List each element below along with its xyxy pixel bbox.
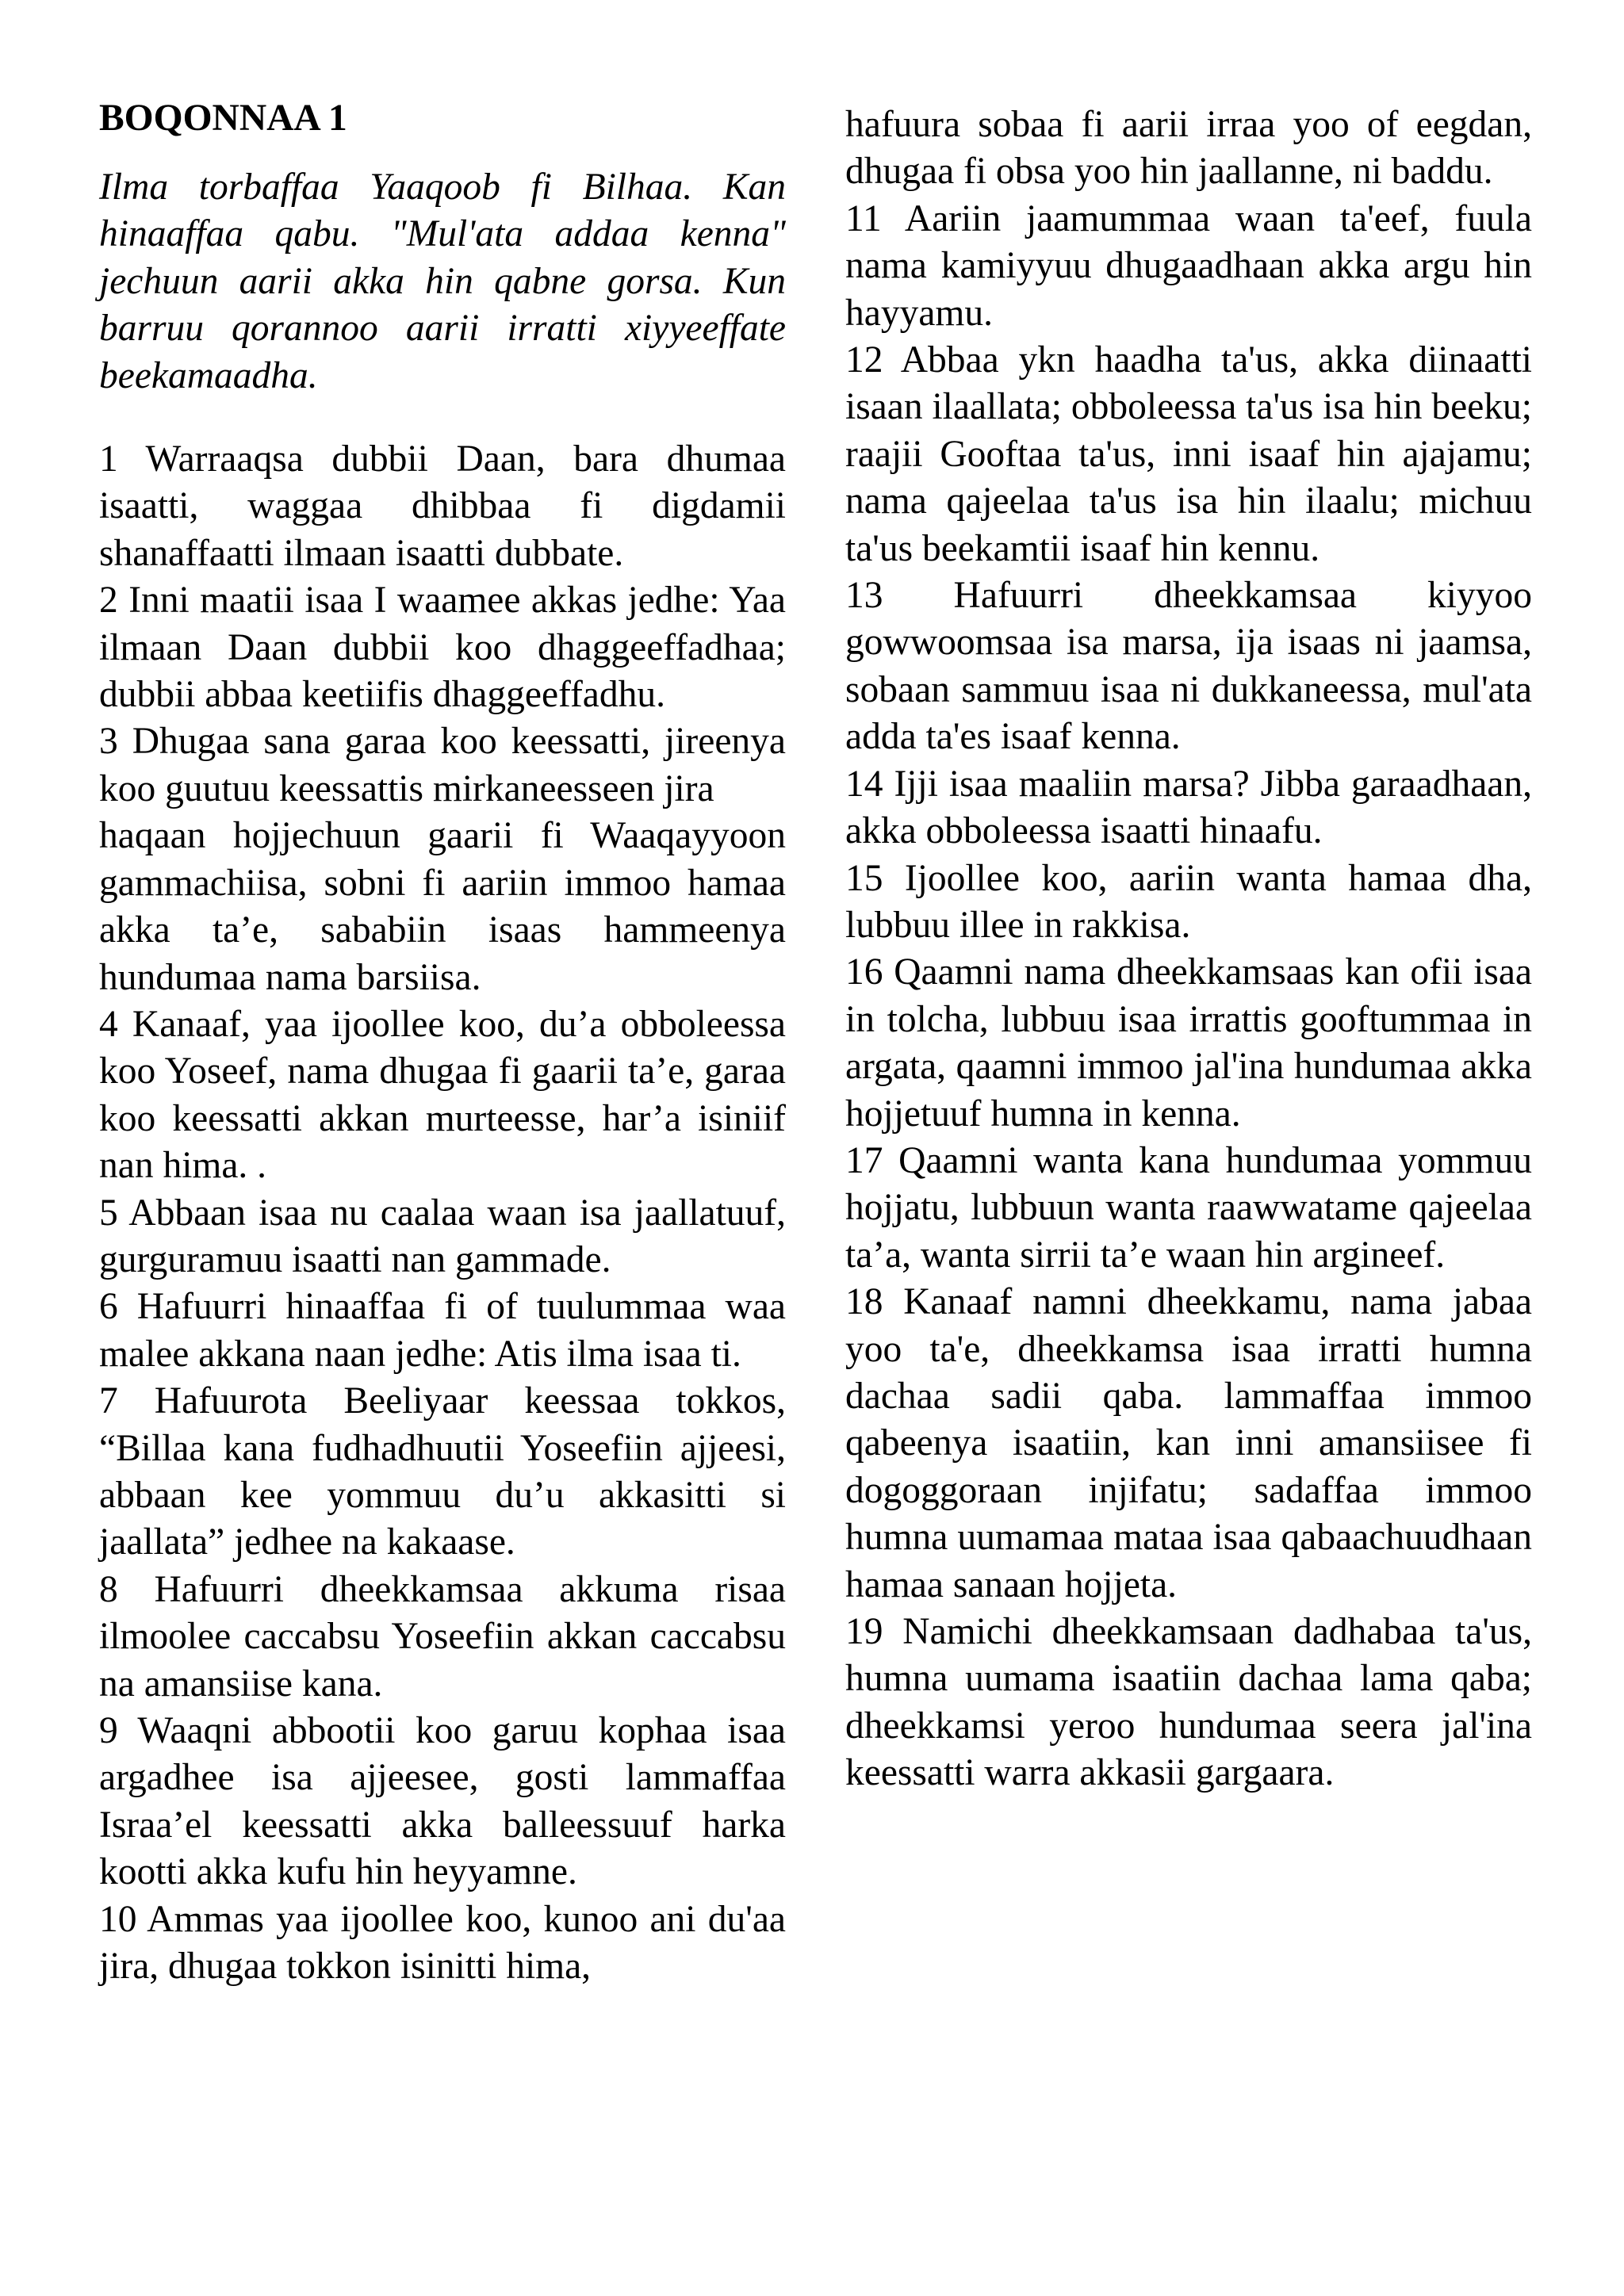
verse-paragraph: 5 Abbaan isaa nu caalaa waan isa jaallatuuf, gurguramuu isaatti nan gammade. bbox=[99, 1192, 786, 1280]
verse-paragraph: 6 Hafuurri hinaaffaa fi of tuulummaa waa malee akkana naan jedhe: Atis ilma isaa ti. bbox=[99, 1286, 786, 1375]
verse-paragraph: 17 Qaamni wanta kana hundumaa yommuu hojjatu, lubbuun wanta raawwatame qajeelaa ta’a, wanta sirrii ta’e waan hin argineef. bbox=[845, 1139, 1532, 1276]
verse-paragraph: 3 Dhugaa sana garaa koo keessatti, jireenya koo guutuu keessattis mirkaneesseen jira bbox=[99, 721, 786, 809]
verse-paragraph: 16 Qaamni nama dheekkamsaas kan ofii isaa in tolcha, lubbuu isaa irrattis gooftummaa in argata, qaamni immoo jal'ina hundumaa akka hojjetuuf humna in kenna. bbox=[845, 951, 1532, 1135]
left-column bbox=[99, 95, 786, 1990]
verse-paragraph: 14 Ijji isaa maaliin marsa? Jibba garaadhaan, akka obboleessa isaatti hinaafu. bbox=[845, 763, 1532, 852]
verse-paragraph: 1 Warraaqsa dubbii Daan, bara dhumaa isaatti, waggaa dhibbaa fi digdamii shanaffaatti ilmaan isaatti dubbate. bbox=[99, 438, 786, 574]
verse-paragraph: 15 Ijoollee koo, aariin wanta hamaa dha, lubbuu illee in rakkisa. bbox=[845, 857, 1532, 946]
chapter-intro: Ilma torbaffaa Yaaqoob fi Bilhaa. Kan hinaaffaa qabu. "Mul'ata addaa kenna" jechuun aarii akka hin qabne gorsa. Kun barruu qorannoo aarii irratti xiyyeeffate beekamaadha. bbox=[99, 166, 786, 396]
verse-paragraph: 9 Waaqni abbootii koo garuu kophaa isaa argadhee isa ajjeesee, gosti lammaffaa Israa’el keessatti akka balleessuuf harka kootti akka kufu hin heyyamne. bbox=[99, 1710, 786, 1893]
verse-paragraph: 2 Inni maatii isaa I waamee akkas jedhe: Yaa ilmaan Daan dubbii koo dhaggeeffadhaa; dubbii abbaa keetiifis dhaggeeffadhu. bbox=[99, 580, 786, 716]
right-column bbox=[845, 101, 1532, 1797]
verse-paragraph: 18 Kanaaf namni dheekkamu, nama jabaa yoo ta'e, dheekkamsa isaa irratti humna dachaa sadii qaba. lammaffaa immoo qabeenya isaatiin, kan inni amansiisee fi dogoggoraan injifatu; sadaffaa immoo humna uumamaa mataa isaa qabaachuudhaan hamaa sanaan hojjeta. bbox=[845, 1281, 1532, 1605]
verse-paragraph: 4 Kanaaf, yaa ijoollee koo, du’a obboleessa koo Yoseef, nama dhugaa fi gaarii ta’e, garaa koo keessatti akkan murteesse, har’a isiniif nan hima. . bbox=[99, 1003, 786, 1187]
verse-paragraph: haqaan hojjechuun gaarii fi Waaqayyoon gammachiisa, sobni fi aariin immoo hamaa akka ta’e, sababiin isaas hammeenya hundumaa nama barsiisa. bbox=[99, 815, 786, 998]
verse-paragraph: 8 Hafuurri dheekkamsaa akkuma risaa ilmoolee caccabsu Yoseefiin akkan caccabsu na amansiise kana. bbox=[99, 1568, 786, 1705]
verse-paragraph: 19 Namichi dheekkamsaan dadhabaa ta'us, humna uumama isaatiin dachaa lama qaba; dheekkamsi yeroo hundumaa seera jal'ina keessatti warra akkasii gargaara. bbox=[845, 1611, 1532, 1794]
verse-paragraph: 7 Hafuurota Beeliyaar keessaa tokkos, “Billaa kana fudhadhuutii Yoseefiin ajjeesi, abbaan kee yommuu du’u akkasitti si jaallata” jedhee na kakaase. bbox=[99, 1380, 786, 1563]
chapter-heading: BOQONNAA 1 bbox=[99, 98, 347, 139]
verse-paragraph: 11 Aariin jaamummaa waan ta'eef, fuula nama kamiyyuu dhugaadhaan akka argu hin hayyamu. bbox=[845, 197, 1532, 334]
verse-paragraph: hafuura sobaa fi aarii irraa yoo of eegdan, dhugaa fi obsa yoo hin jaallanne, ni baddu. bbox=[845, 104, 1532, 193]
verse-paragraph: 12 Abbaa ykn haadha ta'us, akka diinaatti isaan ilaallata; obboleessa ta'us isa hin beeku; raajii Gooftaa ta'us, inni isaaf hin ajajamu; nama qajeelaa ta'us isa hin ilaalu; michuu ta'us beekamtii isaaf hin kennu. bbox=[845, 339, 1532, 569]
verse-paragraph: 13 Hafuurri dheekkamsaa kiyyoo gowwoomsaa isa marsa, ija isaas ni jaamsa, sobaan sammuu isaa ni dukkaneessa, mul'ata adda ta'es isaaf kenna. bbox=[845, 575, 1532, 758]
verse-paragraph: 10 Ammas yaa ijoollee koo, kunoo ani du'aa jira, dhugaa tokkon isinitti hima, bbox=[99, 1898, 786, 1988]
